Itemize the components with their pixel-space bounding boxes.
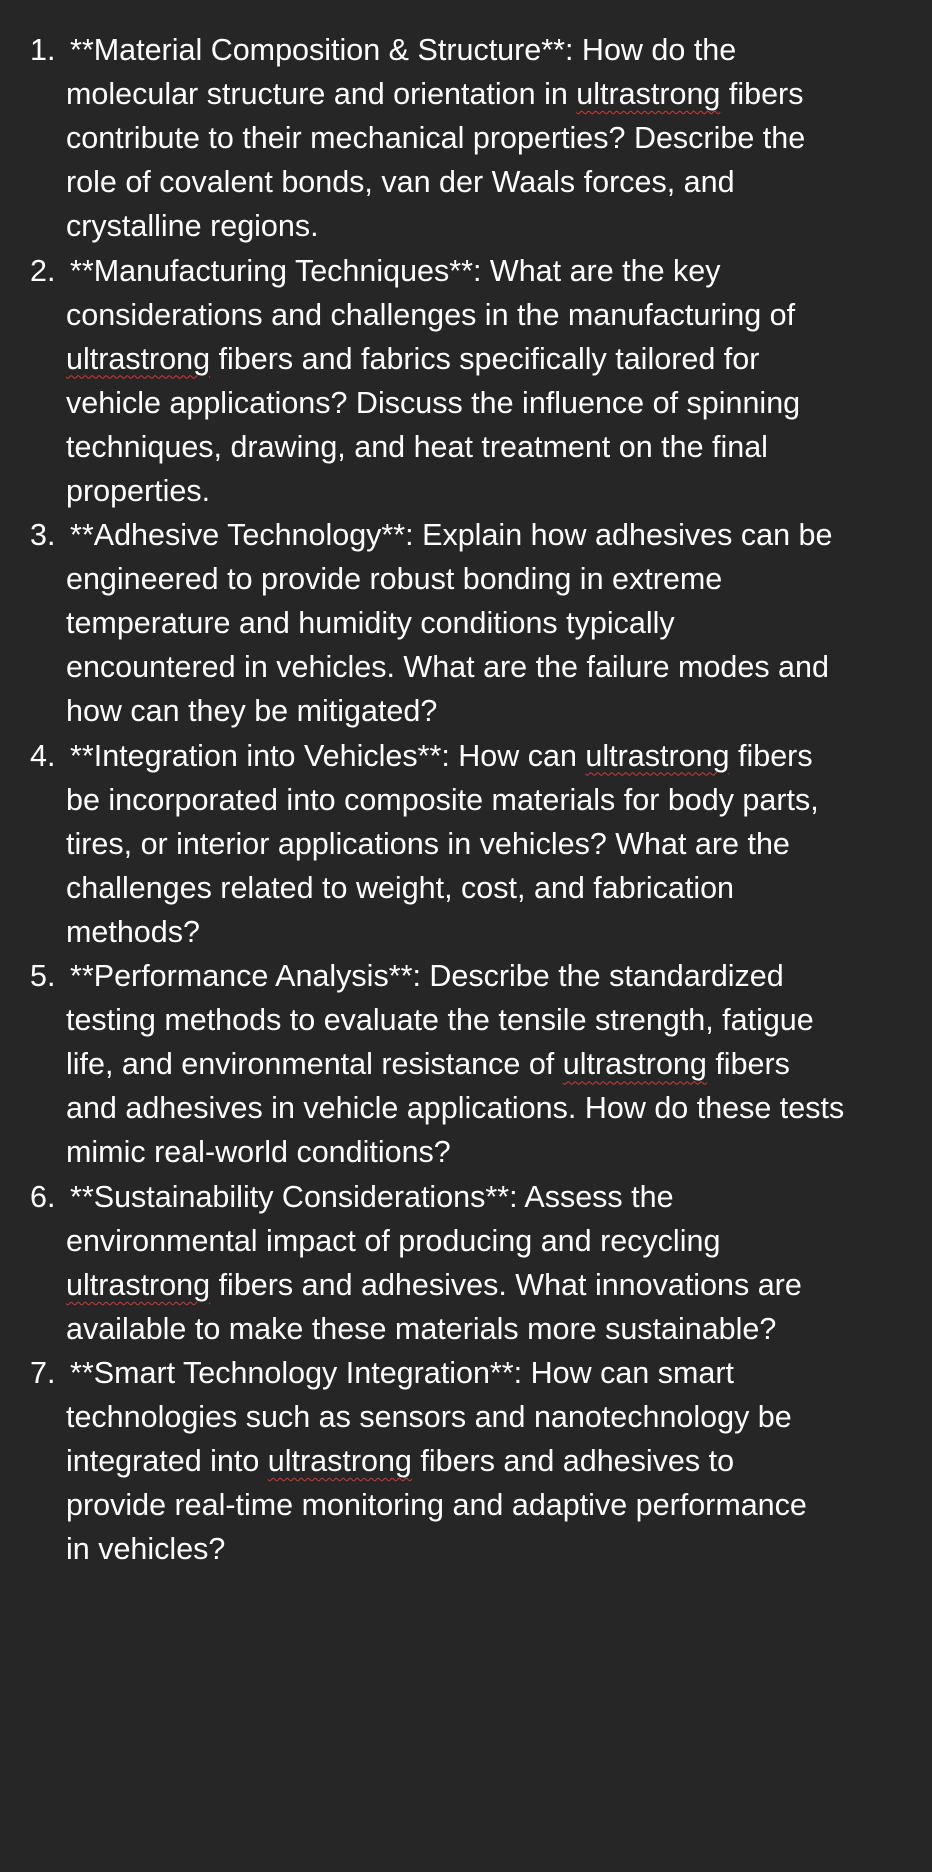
text-line <box>66 293 926 337</box>
text-line <box>66 866 926 910</box>
list-item <box>0 1351 932 1572</box>
text-line <box>66 1130 926 1174</box>
text-run: be incorporated into composite materials for body parts, <box>66 782 819 817</box>
list-item <box>0 1175 932 1351</box>
text-line <box>70 954 926 998</box>
list-item-text <box>66 249 926 514</box>
text-line <box>70 249 926 293</box>
text-run: **Adhesive Technology**: Explain how adhesives can be <box>70 518 833 553</box>
list-item-number: 5. <box>30 959 56 994</box>
list-item-text <box>66 1175 926 1351</box>
text-run: tires, or interior applications in vehicles? What are the <box>66 826 790 861</box>
list-item-number: 7. <box>30 1356 56 1390</box>
text-run: contribute to their mechanical properties? Describe the <box>66 121 806 156</box>
text-run: fibers and adhesives. What innovations are <box>210 1267 802 1302</box>
text-run: available to make these materials more sustainable? <box>66 1311 777 1346</box>
text-line <box>66 381 926 425</box>
text-line <box>66 689 926 733</box>
text-run: considerations and challenges in the manufacturing of <box>66 297 796 332</box>
text-run: role of covalent bonds, van der Waals forces, and <box>66 165 735 200</box>
text-line <box>66 1086 926 1130</box>
text-run: fibers <box>706 1047 790 1082</box>
text-line <box>66 998 926 1042</box>
text-line <box>70 513 926 557</box>
text-run: temperature and humidity conditions typically <box>66 606 675 641</box>
text-line <box>66 72 926 116</box>
list-item-text <box>66 734 926 954</box>
text-line <box>70 1175 926 1219</box>
text-run: molecular structure and orientation in <box>66 77 577 112</box>
text-line <box>66 1307 926 1351</box>
list-item <box>0 28 932 249</box>
text-run: **Material Composition & Structure**: How do the <box>70 33 737 67</box>
text-run: crystalline regions. <box>66 209 319 244</box>
text-run: mimic real-world conditions? <box>66 1135 451 1170</box>
list-item-text <box>66 954 926 1174</box>
list-item-number: 2. <box>30 253 56 288</box>
text-run: how can they be mitigated? <box>66 694 438 729</box>
text-run: technologies such as sensors and nanotechnology be <box>66 1400 792 1435</box>
text-run: integrated into <box>66 1444 268 1479</box>
text-run: testing methods to evaluate the tensile strength, fatigue <box>66 1003 814 1038</box>
text-line <box>66 1395 926 1439</box>
text-line <box>66 1527 926 1571</box>
text-run: **Integration into Vehicles**: How can <box>70 738 586 773</box>
list-item <box>0 734 932 955</box>
text-run: techniques, drawing, and heat treatment on the final <box>66 429 768 464</box>
text-line <box>66 337 926 381</box>
list-item <box>0 954 932 1175</box>
text-run: methods? <box>66 914 200 949</box>
list-item-number: 1. <box>30 33 56 67</box>
text-run: **Manufacturing Techniques**: What are the key <box>70 253 721 288</box>
text-run: and adhesives in vehicle applications. How do these tests <box>66 1091 845 1126</box>
text-run: challenges related to weight, cost, and fabrication <box>66 870 735 905</box>
text-line <box>66 1263 926 1307</box>
text-line <box>66 557 926 601</box>
list-item-text <box>66 28 926 248</box>
text-run: provide real-time monitoring and adaptive performance <box>66 1488 807 1523</box>
list-item-number: 6. <box>30 1179 56 1214</box>
text-line <box>70 734 926 778</box>
text-line <box>66 822 926 866</box>
text-run: fibers and adhesives to <box>411 1444 735 1479</box>
text-run: **Sustainability Considerations**: Assess the <box>70 1179 674 1214</box>
list-item-text <box>66 1351 926 1571</box>
text-line <box>66 778 926 822</box>
text-line <box>66 1439 926 1483</box>
text-line <box>66 1219 926 1263</box>
text-line <box>66 910 926 954</box>
text-line <box>70 1351 926 1395</box>
text-run: in vehicles? <box>66 1532 226 1567</box>
text-run: engineered to provide robust bonding in extreme <box>66 562 723 597</box>
list-item-number: 4. <box>30 738 56 773</box>
text-run: properties. <box>66 473 211 508</box>
spellcheck-flagged-word[interactable]: ultrastrong <box>66 1267 211 1302</box>
text-line <box>66 645 926 689</box>
list-item-text <box>66 513 926 733</box>
text-run: encountered in vehicles. What are the failure modes and <box>66 650 829 685</box>
text-line <box>66 601 926 645</box>
spellcheck-flagged-word[interactable]: ultrastrong <box>585 738 730 773</box>
text-run: life, and environmental resistance of <box>66 1047 563 1082</box>
text-run: **Performance Analysis**: Describe the standardized <box>70 959 784 994</box>
list-item-number: 3. <box>30 518 56 553</box>
text-line <box>70 28 926 72</box>
text-run: **Smart Technology Integration**: How can smart <box>70 1356 734 1390</box>
spellcheck-flagged-word[interactable]: ultrastrong <box>576 77 721 112</box>
text-line <box>66 160 926 204</box>
text-run: fibers <box>720 77 804 112</box>
spellcheck-flagged-word[interactable]: ultrastrong <box>267 1444 412 1479</box>
text-line <box>66 1042 926 1086</box>
text-line <box>66 1483 926 1527</box>
text-run: fibers and fabrics specifically tailored for <box>210 341 760 376</box>
text-line <box>66 204 926 248</box>
spellcheck-flagged-word[interactable]: ultrastrong <box>562 1047 707 1082</box>
text-line <box>66 116 926 160</box>
text-run: vehicle applications? Discuss the influence of spinning <box>66 385 801 420</box>
list-item <box>0 249 932 514</box>
text-line <box>66 469 926 513</box>
list-item <box>0 513 932 734</box>
spellcheck-flagged-word[interactable]: ultrastrong <box>66 341 211 376</box>
text-run: environmental impact of producing and recycling <box>66 1223 721 1258</box>
text-run: fibers <box>729 738 813 773</box>
text-line <box>66 425 926 469</box>
